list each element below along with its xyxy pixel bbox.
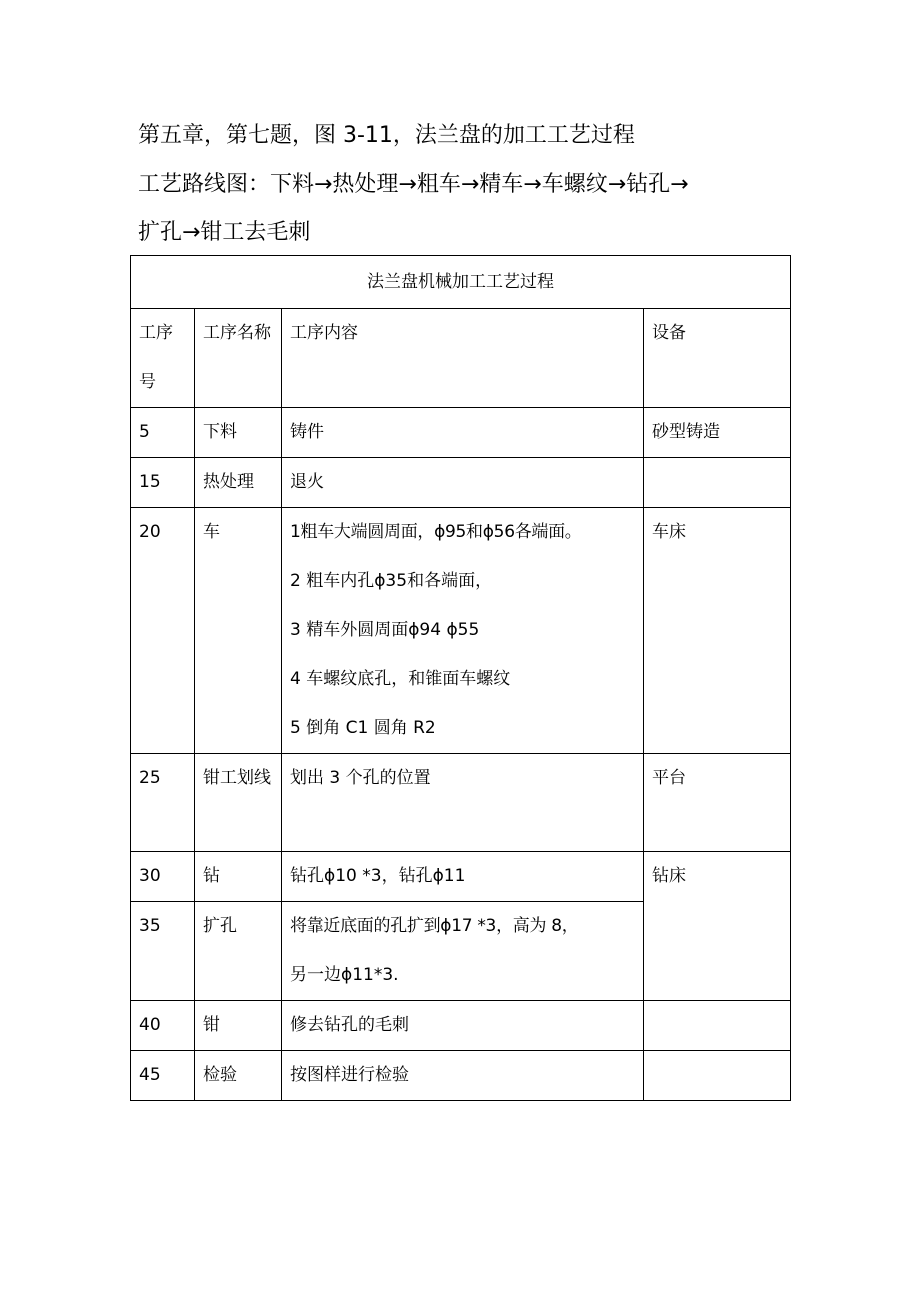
content-line: 1粗车大端圆周面，ϕ95和ϕ56各端面。 — [290, 522, 582, 542]
step-name: 扩孔 — [195, 902, 282, 1001]
step-equipment — [644, 1051, 791, 1101]
content-line: 5 倒角 C1 圆角 R2 — [290, 718, 436, 738]
step-name: 钻 — [195, 852, 282, 902]
step-content: 钻孔ϕ10 *3，钻孔ϕ11 — [282, 852, 644, 902]
step-name: 检验 — [195, 1051, 282, 1101]
table-title-row — [131, 256, 791, 309]
heading-chapter-question: 第五章，第七题，图 3-11，法兰盘的加工工艺过程 — [138, 123, 635, 148]
step-name: 钳 — [195, 1001, 282, 1051]
step-no: 35 — [131, 902, 195, 1001]
step-equipment: 车床 — [644, 508, 791, 754]
step-name: 热处理 — [195, 458, 282, 508]
table-row — [131, 1051, 791, 1101]
step-content — [282, 508, 644, 754]
step-no: 45 — [131, 1051, 195, 1101]
step-no: 5 — [131, 408, 195, 458]
content-line: 另一边ϕ11*3. — [290, 965, 399, 985]
step-no: 40 — [131, 1001, 195, 1051]
step-content — [282, 902, 644, 1001]
heading-process-route-line1: 工艺路线图：下料→热处理→粗车→精车→车螺纹→钻孔→ — [138, 172, 689, 197]
table-row — [131, 508, 791, 754]
step-content: 划出 3 个孔的位置 — [282, 754, 644, 852]
process-table — [130, 255, 791, 1101]
step-equipment: 平台 — [644, 754, 791, 852]
content-line: 3 精车外圆周面ϕ94 ϕ55 — [290, 620, 480, 640]
table-row — [131, 852, 791, 902]
table-row — [131, 408, 791, 458]
header-equipment: 设备 — [644, 309, 791, 408]
table-row — [131, 458, 791, 508]
step-no: 30 — [131, 852, 195, 902]
step-equipment — [644, 1001, 791, 1051]
step-content: 修去钻孔的毛刺 — [282, 1001, 644, 1051]
table-title: 法兰盘机械加工工艺过程 — [131, 256, 791, 309]
step-no: 20 — [131, 508, 195, 754]
content-line: 2 粗车内孔ϕ35和各端面， — [290, 571, 493, 591]
step-content: 按图样进行检验 — [282, 1051, 644, 1101]
step-name: 车 — [195, 508, 282, 754]
table-header-row — [131, 309, 791, 408]
step-equipment: 砂型铸造 — [644, 408, 791, 458]
content-line: 4 车螺纹底孔，和锥面车螺纹 — [290, 669, 511, 689]
step-content: 退火 — [282, 458, 644, 508]
step-equipment — [644, 458, 791, 508]
step-name: 下料 — [195, 408, 282, 458]
step-no: 25 — [131, 754, 195, 852]
step-name: 钳工划线 — [195, 754, 282, 852]
table-row — [131, 1001, 791, 1051]
header-step-content: 工序内容 — [282, 309, 644, 408]
step-equipment: 钻床 — [644, 852, 791, 1001]
heading-process-route-line2: 扩孔→钳工去毛刺 — [138, 220, 311, 245]
header-step-no: 工序号 — [131, 309, 195, 408]
content-line: 将靠近底面的孔扩到ϕ17 *3，高为 8， — [290, 916, 579, 936]
table-row — [131, 754, 791, 852]
header-step-name: 工序名称 — [195, 309, 282, 408]
step-no: 15 — [131, 458, 195, 508]
step-content: 铸件 — [282, 408, 644, 458]
